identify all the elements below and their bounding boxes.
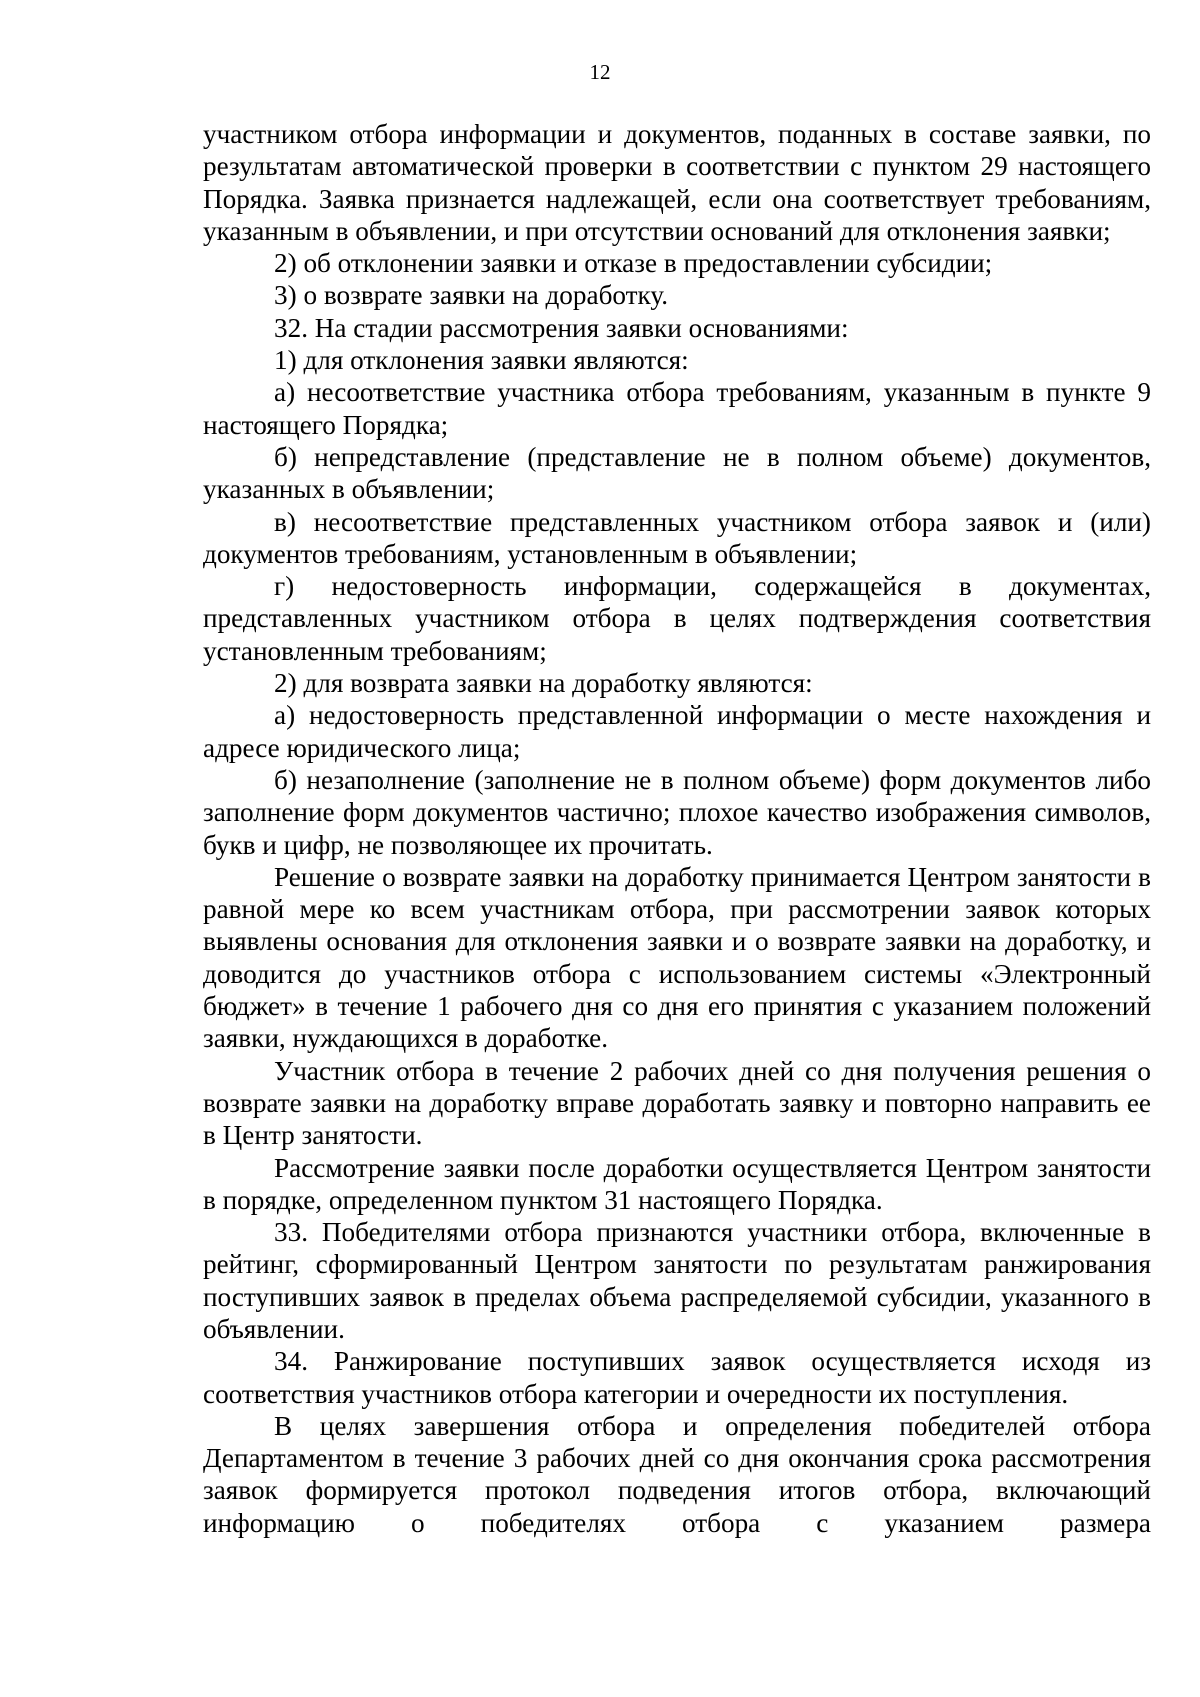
paragraph: б) незаполнение (заполнение не в полном объеме) форм документов либо заполнение форм документов частично; плохое качество изображения символов, букв и цифр, не позволяющее их прочитать. <box>203 764 1151 860</box>
paragraph: а) недостоверность представленной информации о месте нахождения и адресе юридического лица; <box>203 700 1151 763</box>
paragraph: 2) для возврата заявки на доработку являются: <box>274 668 813 699</box>
paragraph: 34. Ранжирование поступивших заявок осуществляется исходя из соответствия участников отбора категории и очередности их поступления. <box>203 1346 1151 1409</box>
paragraph: 2) об отклонении заявки и отказе в предоставлении субсидии; <box>274 248 993 279</box>
paragraph: б) непредставление (представление не в полном объеме) документов, указанных в объявлении; <box>203 441 1151 505</box>
paragraph: 1) для отклонения заявки являются: <box>274 345 689 376</box>
paragraph: Рассмотрение заявки после доработки осуществляется Центром занятости в порядке, определенном пунктом 31 настоящего Порядка. <box>203 1152 1151 1215</box>
paragraph: В целях завершения отбора и определения победителей отбора Департаментом в течение 3 рабочих дней со дня окончания срока рассмотрения заявок формируется протокол подведения итогов отбора, включающий информацию о победителях отбора с указанием размера <box>203 1410 1151 1538</box>
paragraph: а) несоответствие участника отбора требованиям, указанным в пункте 9 настоящего Порядка; <box>203 377 1151 440</box>
page-number: 12 <box>589 60 611 84</box>
paragraph: г) недостоверность информации, содержащейся в документах, представленных участником отбора в целях подтверждения соответствия установленным требованиям; <box>203 571 1151 666</box>
paragraph: 33. Победителями отбора признаются участники отбора, включенные в рейтинг, сформированный Центром занятости по результатам ранжирования поступивших заявок в пределах объема распределяемой субсидии, указанного в объявлении. <box>203 1217 1151 1344</box>
paragraph: Решение о возврате заявки на доработку принимается Центром занятости в равной мере ко всем участникам отбора, при рассмотрении заявок которых выявлены основания для отклонения заявки и о возврате заявки на доработку, и доводится до участников отбора с использованием системы «Электронный бюджет» в течение 1 рабочего дня со дня его принятия с указанием положений заявки, нуждающихся в доработке. <box>203 861 1151 1054</box>
document-body <box>203 118 1151 1539</box>
paragraph: 3) о возврате заявки на доработку. <box>274 280 669 311</box>
paragraph: участником отбора информации и документов, поданных в составе заявки, по результатам автоматической проверки в соответствии с пунктом 29 настоящего Порядка. Заявка признается надлежащей, если она соответствует требованиям, указанным в объявлении, и при отсутствии оснований для отклонения заявки; <box>203 119 1151 246</box>
paragraph: 32. На стадии рассмотрения заявки основаниями: <box>274 312 849 343</box>
paragraph: в) несоответствие представленных участником отбора заявок и (или) документов требованиям, установленным в объявлении; <box>203 506 1151 569</box>
paragraph: Участник отбора в течение 2 рабочих дней со дня получения решения о возврате заявки на доработку вправе доработать заявку и повторно направить ее в Центр занятости. <box>203 1055 1151 1151</box>
